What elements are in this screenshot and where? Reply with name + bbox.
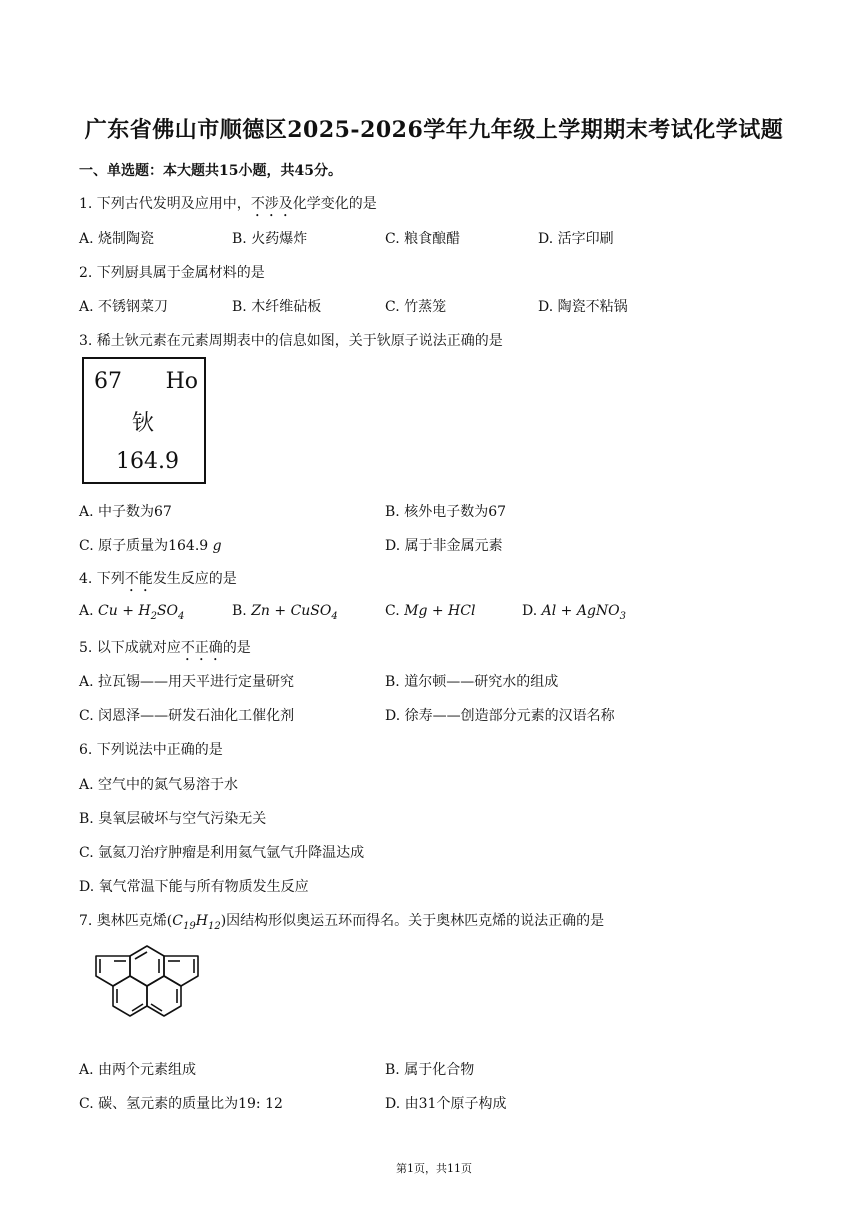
- question-4-option-d: D. Al + AgNO$_3$: [522, 603, 627, 622]
- question-3-option-b: B. 核外电子数为67: [385, 504, 507, 520]
- ring-bottom-left: [113, 976, 147, 1016]
- question-2-option-c: C. 竹蒸笼: [385, 299, 447, 315]
- ring-bottom-right: [147, 976, 181, 1016]
- atomic-mass: 164.9: [116, 449, 179, 474]
- question-7-stem: 7. 奥林匹克烯$(C_{19}H_{12})$因结构形似奥运五环而得名。关于奥林匹克烯的说法正确的是: [79, 913, 605, 932]
- question-5-option-d: D. 徐寿——创造部分元素的汉语名称: [385, 708, 615, 724]
- question-3-option-d: D. 属于非金属元素: [385, 538, 503, 554]
- page-title: 广东省佛山市顺德区2025-2026学年九年级上学期期末考试化学试题: [84, 117, 784, 143]
- atomic-number: 67: [94, 369, 122, 394]
- question-5-option-a: A. 拉瓦锡——用天平进行定量研究: [79, 674, 295, 690]
- question-7-option-b: B. 属于化合物: [385, 1062, 475, 1078]
- question-3-option-c: C. 原子质量为164.9 g: [79, 538, 222, 554]
- question-6-option-c: C. 氩氦刀治疗肿瘤是利用氦气氩气升降温达成: [79, 845, 365, 861]
- question-4-stem: 4. 下列不能发生反应的是: [79, 571, 237, 587]
- question-4-option-b: B. Zn + CuSO$_4$: [232, 603, 338, 622]
- question-6-option-b: B. 臭氧层破坏与空气污染无关: [79, 811, 267, 827]
- element-name: 钬: [132, 411, 155, 436]
- question-1-option-b: B. 火药爆炸: [232, 231, 308, 247]
- question-6-option-a: A. 空气中的氮气易溶于水: [79, 777, 239, 793]
- question-4-option-a: A. $Cu + H_2SO_4$: [79, 603, 185, 622]
- question-5-stem: 5. 以下成就对应不正确的是: [79, 640, 251, 656]
- question-1-option-c: C. 粮食酿醋: [385, 231, 461, 247]
- question-7-option-a: A. 由两个元素组成: [79, 1062, 197, 1078]
- question-2-stem: 2. 下列厨具属于金属材料的是: [79, 265, 265, 281]
- question-3-stem: 3. 稀土钬元素在元素周期表中的信息如图，关于钬原子说法正确的是: [79, 333, 503, 349]
- element-card: [82, 357, 206, 484]
- question-1-stem: 1. 下列古代发明及应用中，不涉及化学变化的是: [79, 196, 377, 212]
- olympicene-structure: [80, 944, 215, 1036]
- question-2-option-d: D. 陶瓷不粘锅: [538, 299, 628, 315]
- question-3-option-a: A. 中子数为67: [79, 504, 172, 520]
- section-heading: 一、单选题：本大题共15小题，共45分。: [79, 163, 342, 179]
- question-5-option-c: C. 闵恩泽——研发石油化工催化剂: [79, 708, 295, 724]
- question-7-option-c: C. 碳、氢元素的质量比为19: 12: [79, 1096, 283, 1112]
- question-6-option-d: D. 氧气常温下能与所有物质发生反应: [79, 879, 309, 895]
- element-symbol: Ho: [165, 369, 198, 394]
- question-4-option-c: C. Mg + HCl: [385, 603, 476, 619]
- question-2-option-b: B. 木纤维砧板: [232, 299, 322, 315]
- question-2-option-a: A. 不锈钢菜刀: [79, 299, 169, 315]
- question-1-option-a: A. 烧制陶瓷: [79, 231, 155, 247]
- question-6-stem: 6. 下列说法中正确的是: [79, 742, 223, 758]
- question-7-option-d: D. 由31个原子构成: [385, 1096, 507, 1112]
- page-footer: 第1页，共11页: [396, 1162, 472, 1175]
- question-1-option-d: D. 活字印刷: [538, 231, 614, 247]
- question-5-option-b: B. 道尔顿——研究水的组成: [385, 674, 559, 690]
